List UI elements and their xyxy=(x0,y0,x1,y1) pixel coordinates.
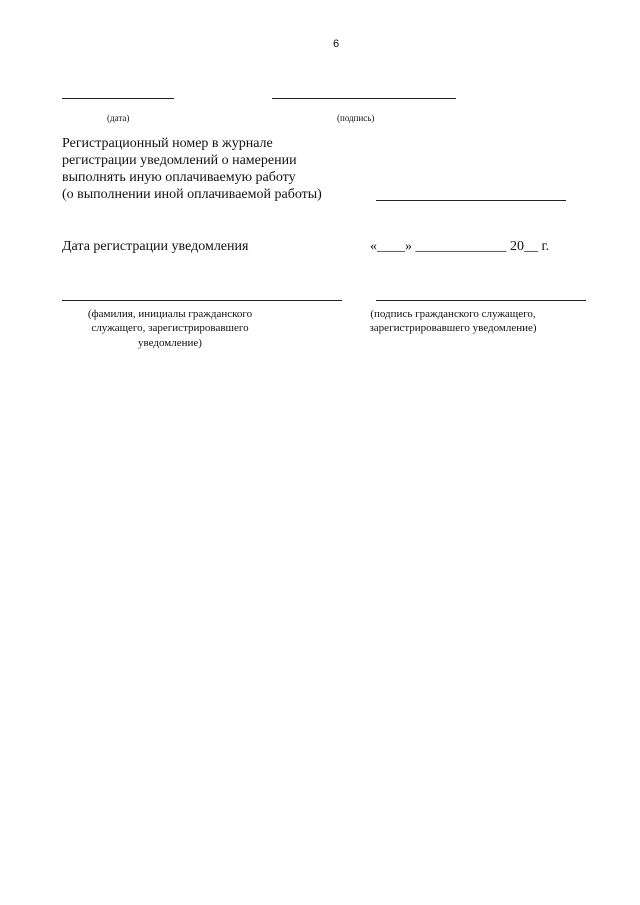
official-signature-caption-1: (подпись гражданского служащего, xyxy=(370,308,536,320)
registration-line-4: (о выполнении иной оплачиваемой работы) xyxy=(62,187,322,202)
date-caption: (дата) xyxy=(107,113,130,123)
official-signature-caption-2: зарегистрировавшего уведомление) xyxy=(369,322,537,334)
registration-line-1: Регистрационный номер в журнале xyxy=(62,136,273,151)
official-signature-blank-line xyxy=(376,300,586,301)
registration-number-blank-line xyxy=(376,200,566,201)
signature-blank-line xyxy=(272,98,456,99)
name-caption-2: служащего, зарегистрировавшего xyxy=(91,322,249,334)
registration-line-2: регистрации уведомлений о намерении xyxy=(62,153,297,168)
signature-caption: (подпись) xyxy=(337,113,375,123)
date-blank-line xyxy=(62,98,174,99)
name-caption-3: уведомление) xyxy=(138,337,202,349)
registration-line-3: выполнять иную оплачиваемую работу xyxy=(62,170,296,185)
registration-date-label: Дата регистрации уведомления xyxy=(62,239,249,254)
name-caption-1: (фамилия, инициалы гражданского xyxy=(87,308,253,320)
registration-date-value: «____» _____________ 20__ г. xyxy=(370,239,550,254)
name-blank-line xyxy=(62,300,342,301)
page-number: 6 xyxy=(333,38,340,50)
